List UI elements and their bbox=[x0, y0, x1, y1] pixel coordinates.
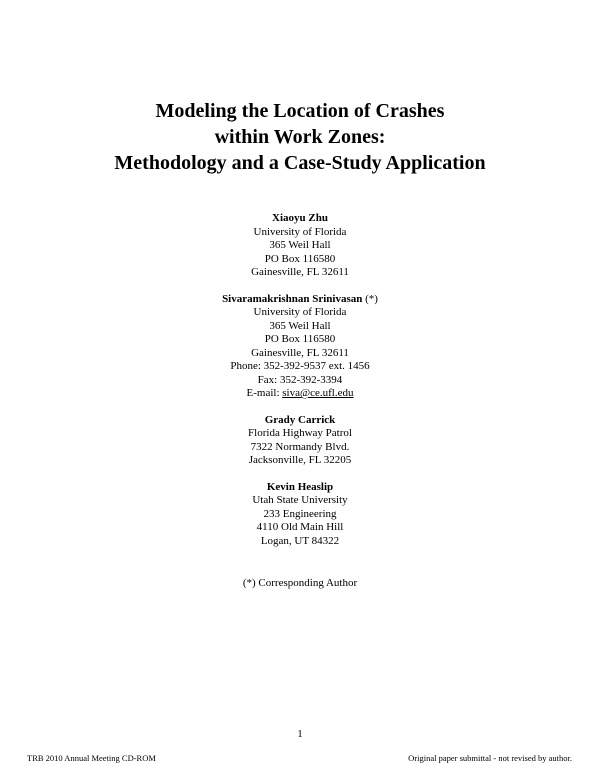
author-block-zhu bbox=[0, 212, 600, 280]
author-city: Gainesville, FL 32611 bbox=[251, 346, 349, 359]
author-name: Kevin Heaslip bbox=[266, 480, 334, 493]
author-block-carrick bbox=[0, 414, 600, 468]
author-block-heaslip bbox=[0, 481, 600, 549]
author-name: Sivaramakrishnan Srinivasan bbox=[222, 292, 363, 305]
author-name: Xiaoyu Zhu bbox=[272, 212, 328, 224]
page-number: 1 bbox=[297, 728, 303, 740]
author-address-line: 365 Weil Hall bbox=[269, 239, 331, 251]
email-label: E-mail: bbox=[246, 387, 283, 399]
author-affiliation: University of Florida bbox=[253, 306, 347, 318]
email-link[interactable]: siva@ce.ufl.edu bbox=[282, 387, 354, 399]
corresponding-author-note: (*) Corresponding Author bbox=[242, 577, 358, 589]
author-city: Logan, UT 84322 bbox=[260, 534, 340, 547]
author-list bbox=[0, 212, 600, 561]
author-city: Jacksonville, FL 32205 bbox=[248, 454, 352, 466]
author-affiliation: Utah State University bbox=[252, 494, 348, 506]
corresponding-mark: (*) bbox=[362, 292, 378, 305]
footer-submittal-note: Original paper submittal - not revised by author. bbox=[408, 753, 572, 763]
author-address-line: 7322 Normandy Blvd. bbox=[250, 440, 350, 453]
author-city: Gainesville, FL 32611 bbox=[251, 266, 349, 278]
title-line-2: within Work Zones: bbox=[214, 126, 386, 148]
title-line-1: Modeling the Location of Crashes bbox=[155, 100, 445, 122]
footer-conference: TRB 2010 Annual Meeting CD-ROM bbox=[27, 753, 156, 763]
author-name: Grady Carrick bbox=[264, 413, 336, 426]
author-address-line: 233 Engineering bbox=[263, 507, 337, 520]
author-fax: Fax: 352-392-3394 bbox=[257, 373, 343, 386]
author-address-line: PO Box 116580 bbox=[264, 333, 336, 345]
author-name-line bbox=[0, 293, 600, 307]
author-address-line: PO Box 116580 bbox=[264, 252, 336, 265]
author-address-line: 365 Weil Hall bbox=[269, 319, 331, 332]
title-line-3: Methodology and a Case-Study Application bbox=[114, 152, 486, 174]
author-affiliation: University of Florida bbox=[253, 225, 347, 238]
author-block-srinivasan bbox=[0, 293, 600, 401]
paper-title bbox=[0, 98, 600, 176]
author-phone: Phone: 352-392-9537 ext. 1456 bbox=[230, 360, 370, 372]
author-email-line bbox=[0, 387, 600, 401]
author-affiliation: Florida Highway Patrol bbox=[248, 427, 352, 439]
author-address-line: 4110 Old Main Hill bbox=[256, 521, 344, 533]
